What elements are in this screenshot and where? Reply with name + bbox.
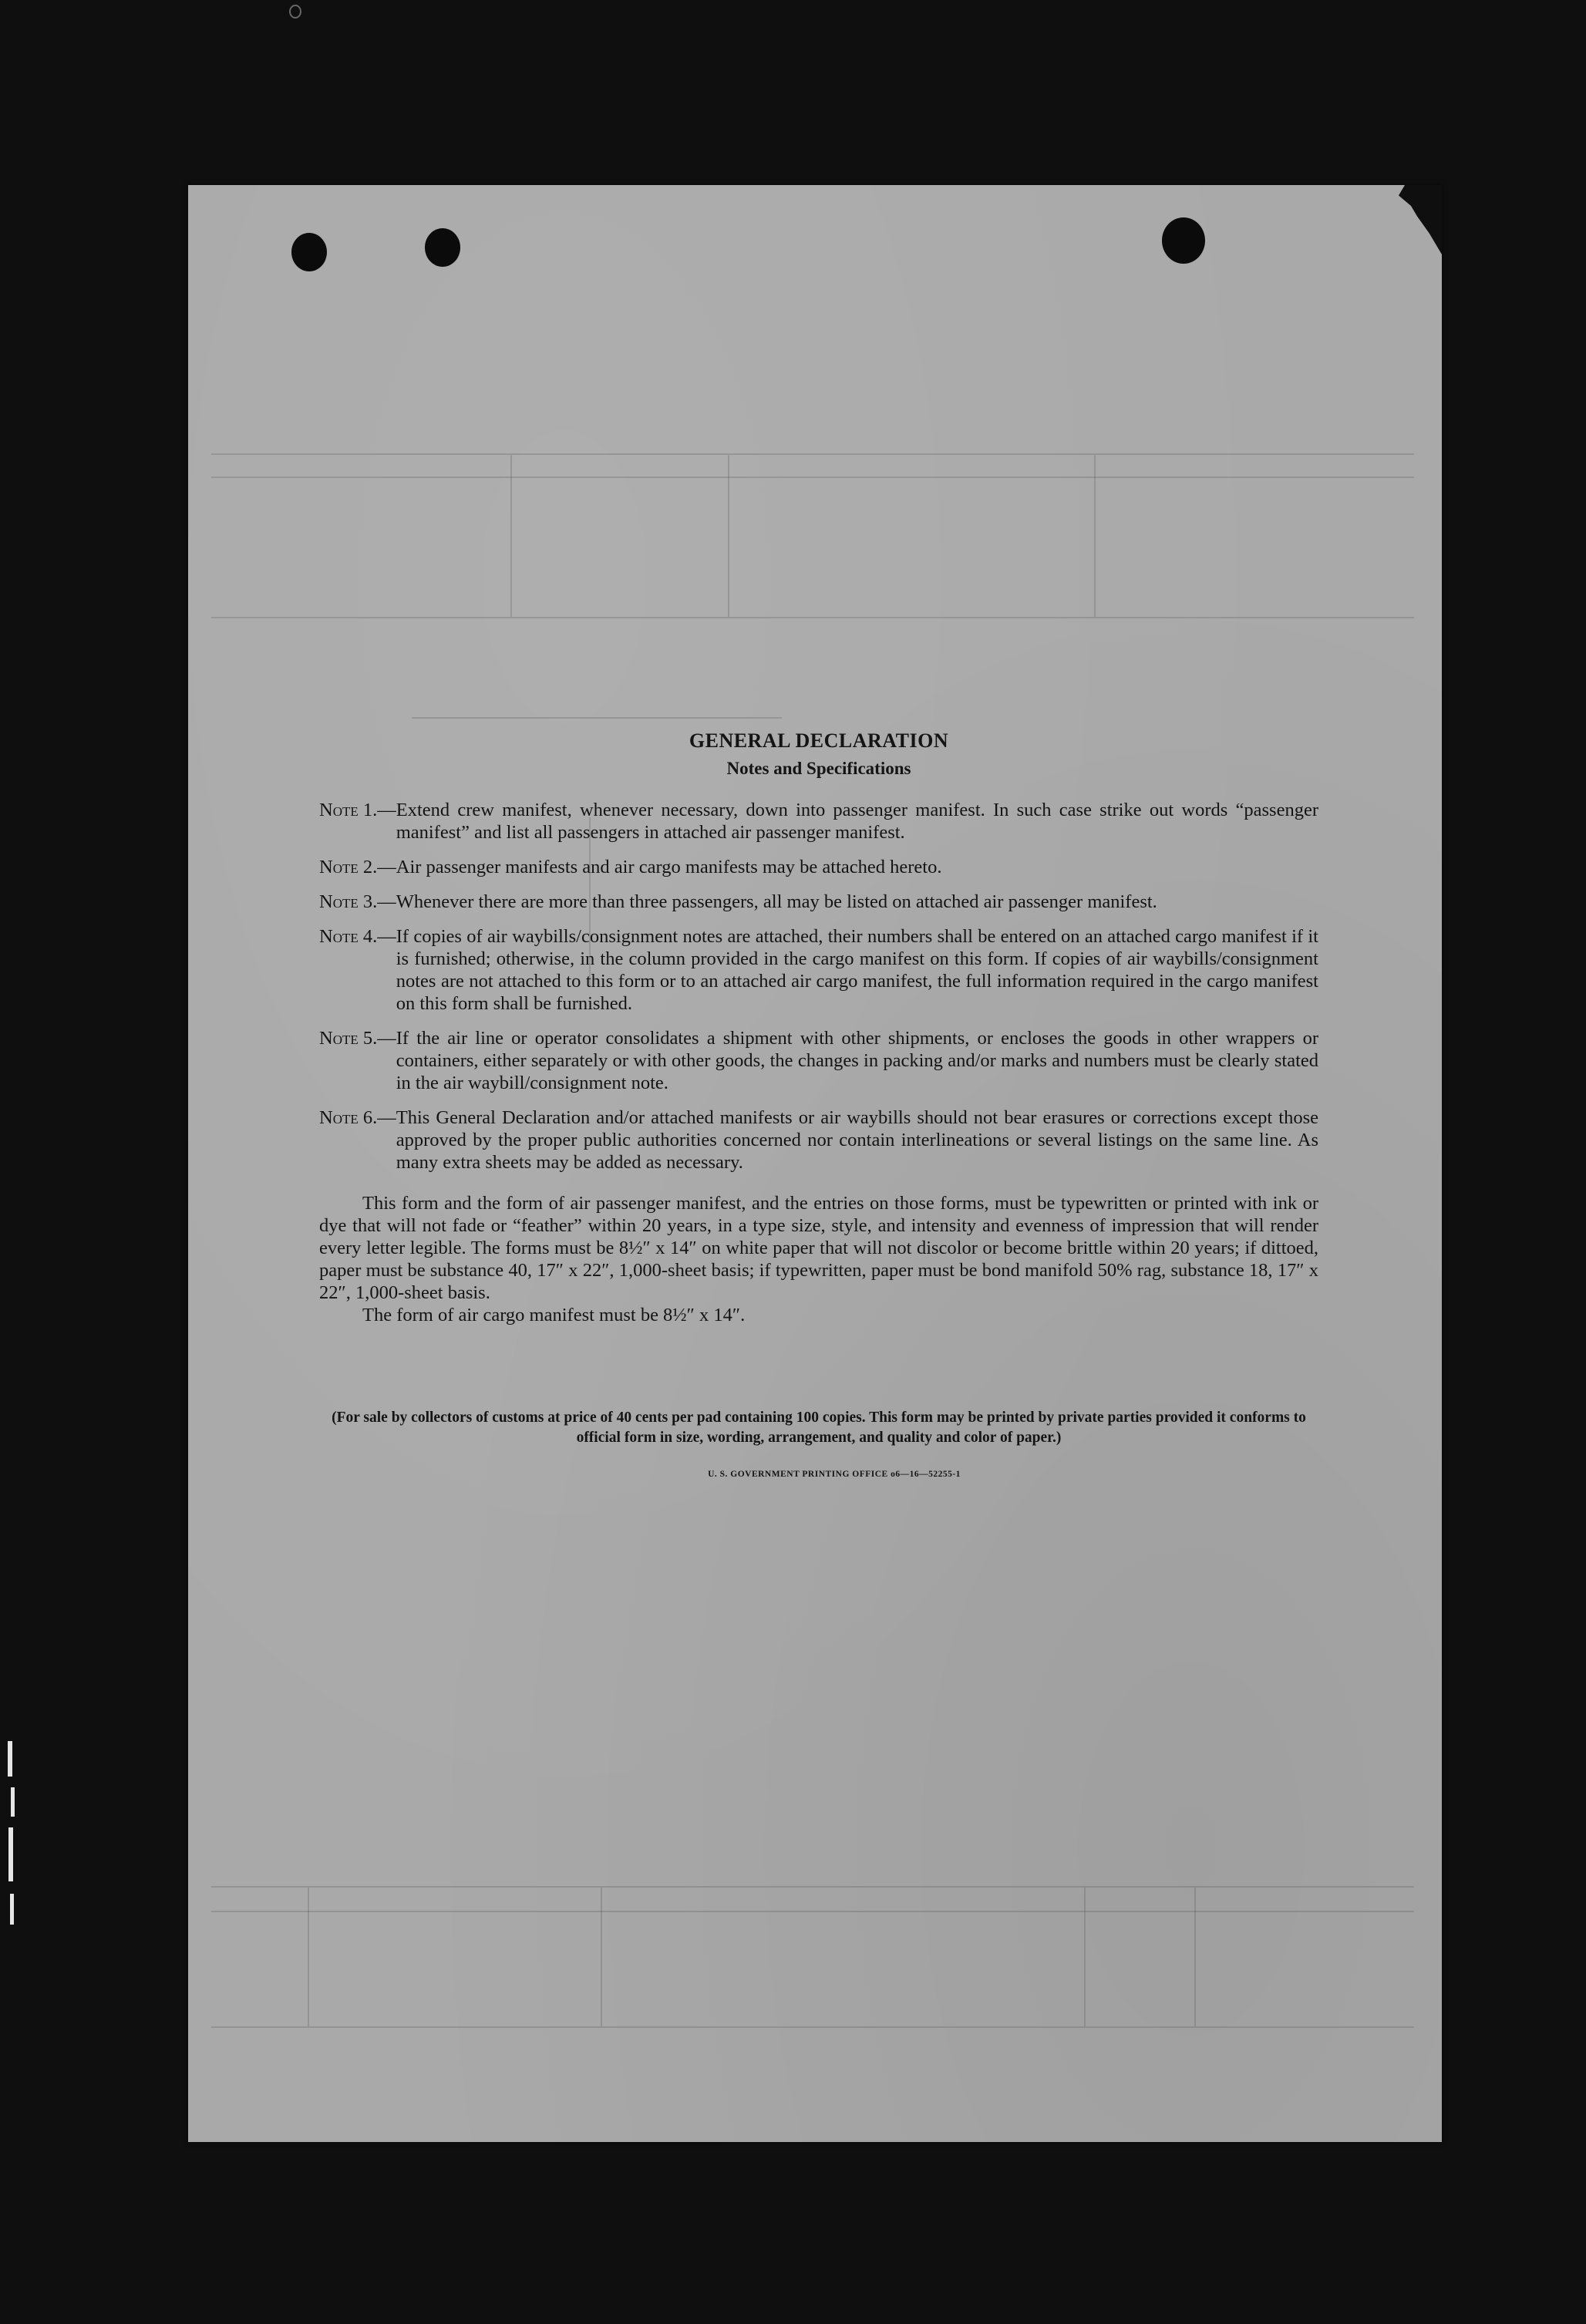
punch-hole [291, 233, 327, 271]
printing-office-imprint: U. S. GOVERNMENT PRINTING OFFICE o6—16—52255-1 [708, 1470, 961, 1479]
bleed-through-rule [728, 455, 729, 617]
bleed-through-rule [211, 453, 1414, 455]
note-text: This General Declaration and/or attached manifests or air waybills should not bear erasures or corrections except those approved by the proper public authorities concerned nor contain interlineations or several listings on the same line. As many extra sheets may be added as necessary. [396, 1107, 1318, 1173]
note-label: Note 6.— [319, 1107, 396, 1128]
bleed-through-rule [211, 1911, 1414, 1912]
specification-text: This form and the form of air passenger manifest, and the entries on those forms, must be typewritten or printed with ink or dye that will not fade or “feather” within 20 years, in a type size, style, and intensity and evenness of impression that will render every letter legible. The forms must be 8½″ x 14″ on white paper that will not discolor or become brittle within 20 years; if dittoed, paper must be substance 40, 17″ x 22″, 1,000-sheet basis; if typewritten, paper must be bond manifold 50% rag, substance 18, 17″ x 22″, 1,000-sheet basis. [319, 1193, 1318, 1303]
specification-paragraph [319, 1192, 1318, 1304]
page-title: GENERAL DECLARATION [689, 729, 949, 752]
edge-mark [10, 1894, 14, 1925]
note-2 [319, 856, 1318, 878]
document-page [188, 185, 1442, 2142]
specification-last-line: The form of air cargo manifest must be 8½″ x 14″. [362, 1305, 746, 1325]
note-label: Note 4.— [319, 926, 396, 947]
note-4 [319, 925, 1318, 1015]
sale-note: (For sale by collectors of customs at price of 40 cents per pad containing 100 copies. This form may be printed by private parties provided it conforms to official form in size, wording, arrangement, and quality and color of paper.) [332, 1410, 1306, 1446]
note-text: Air passenger manifests and air cargo manifests may be attached hereto. [396, 857, 942, 877]
notes-section [319, 729, 1318, 1479]
note-text: If the air line or operator consolidates a shipment with other shipments, or encloses the goods in other wrappers or containers, either separately or with other goods, the changes in packing and/or marks and numbers must be clearly stated in the air waybill/consignment note. [396, 1028, 1318, 1093]
page-subtitle: Notes and Specifications [726, 759, 911, 778]
note-3 [319, 891, 1318, 913]
bleed-through-rule [211, 617, 1414, 618]
bleed-through-rule [211, 2026, 1414, 2028]
punch-hole [425, 228, 460, 267]
note-6 [319, 1106, 1318, 1174]
note-label: Note 2.— [319, 857, 396, 877]
bleed-through-rule [308, 1888, 309, 2026]
scan-speck [289, 5, 301, 19]
punch-hole [1162, 217, 1205, 264]
bleed-through-rule [601, 1888, 602, 2026]
bleed-through-rule [211, 1886, 1414, 1888]
note-text: Extend crew manifest, whenever necessary, down into passenger manifest. In such case strike out words “passenger manifest” and list all passengers in attached air passenger manifest. [396, 800, 1318, 843]
note-label: Note 5.— [319, 1028, 396, 1049]
bleed-through-rule [1094, 455, 1096, 617]
note-label: Note 3.— [319, 891, 396, 912]
note-1 [319, 799, 1318, 844]
bleed-through-rule [211, 477, 1414, 478]
edge-mark [11, 1787, 15, 1817]
note-text: If copies of air waybills/consignment notes are attached, their numbers shall be entered on an attached cargo manifest if it is furnished; otherwise, in the column provided in the cargo manifest on this form. If copies of air waybills/consignment notes are not attached to this form or to an attached air cargo manifest, the full information required in the cargo manifest on this form shall be furnished. [396, 926, 1318, 1014]
torn-corner [1380, 185, 1442, 254]
bleed-through-rule [1194, 1888, 1196, 2026]
note-text: Whenever there are more than three passengers, all may be listed on attached air passenger manifest. [396, 891, 1157, 912]
edge-mark [8, 1827, 13, 1881]
bleed-through-rule [412, 717, 782, 719]
edge-mark [8, 1741, 12, 1777]
bleed-through-rule [510, 455, 512, 617]
note-5 [319, 1027, 1318, 1094]
bleed-through-rule [1084, 1888, 1086, 2026]
note-label: Note 1.— [319, 800, 396, 820]
